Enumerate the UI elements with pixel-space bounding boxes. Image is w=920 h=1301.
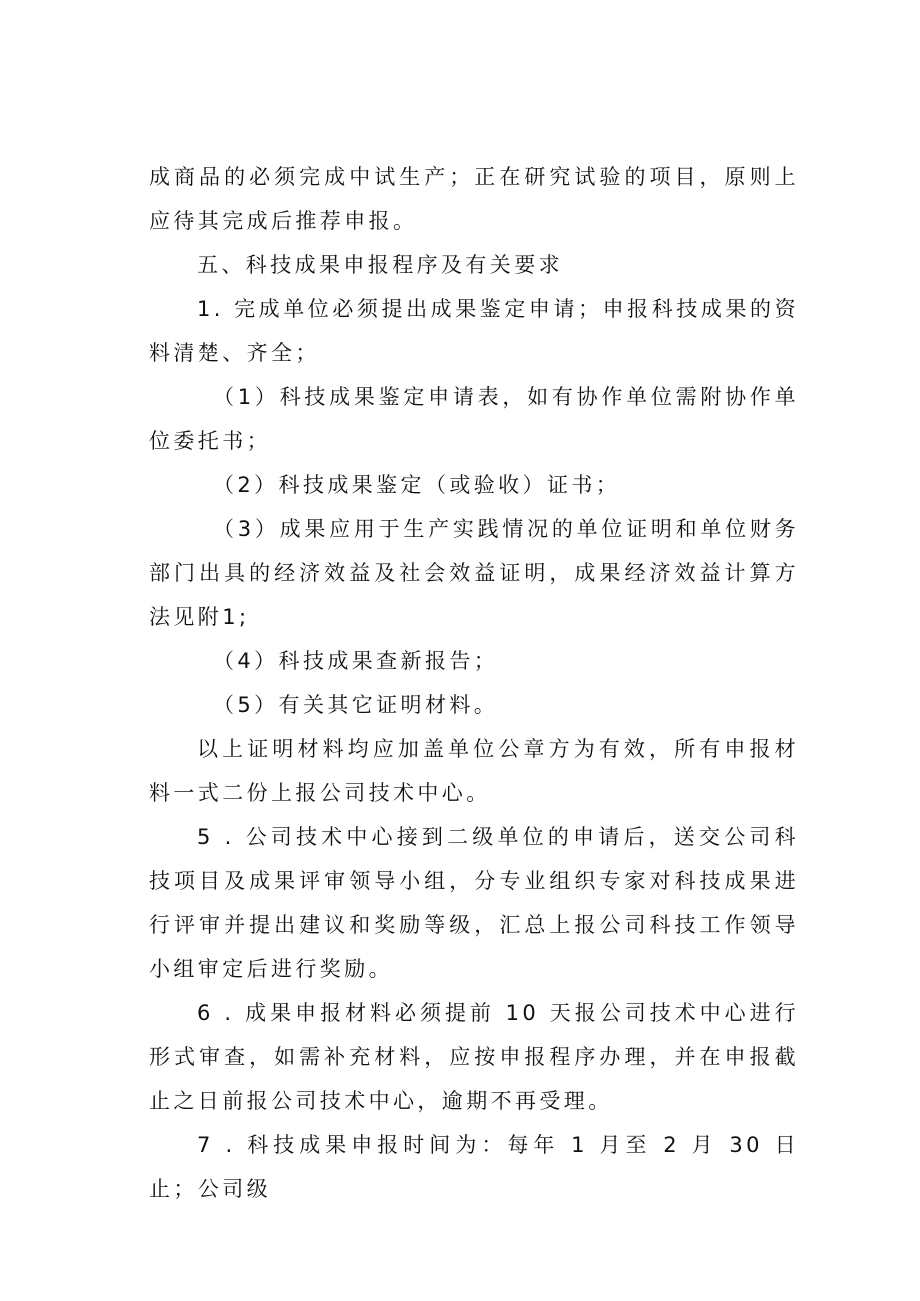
section-heading: 五、科技成果申报程序及有关要求 [197, 253, 563, 277]
list-item-1: 1. 完成单位必须提出成果鉴定申请；申报科技成果的资料清楚、齐全； [149, 297, 799, 365]
sub-item-3: （3）成果应用于生产实践情况的单位证明和单位财务部门出具的经济效益及社会效益证明，成果经济效益计算方法见附1; [149, 517, 799, 629]
sub-item-2: （2）科技成果鉴定（或验收）证书； [213, 473, 621, 497]
list-item-5: 5 . 公司技术中心接到二级单位的申请后，送交公司科技项目及成果评审领导小组，分专业组织专家对科技成果进行评审并提出建议和奖励等级，汇总上报公司科技工作领导小组审定后进行奖励。 [149, 825, 799, 981]
materials-note: 以上证明材料均应加盖单位公章方为有效，所有申报材料一式二份上报公司技术中心。 [149, 737, 799, 805]
sub-item-5: （5）有关其它证明材料。 [213, 693, 499, 717]
sub-item-4: （4）科技成果查新报告； [213, 649, 499, 673]
list-item-7: 7 . 科技成果申报时间为：每年 1 月至 2 月 30 日止；公司级 [149, 1133, 799, 1201]
list-item-6: 6 . 成果申报材料必须提前 10 天报公司技术中心进行形式审查，如需补充材料，应按申报程序办理，并在申报截止之日前报公司技术中心，逾期不再受理。 [149, 1001, 799, 1113]
document-body [149, 155, 799, 1211]
paragraph-continuation: 成商品的必须完成中试生产；正在研究试验的项目，原则上应待其完成后推荐申报。 [149, 165, 799, 233]
sub-item-1: （1）科技成果鉴定申请表，如有协作单位需附协作单位委托书； [149, 385, 799, 453]
